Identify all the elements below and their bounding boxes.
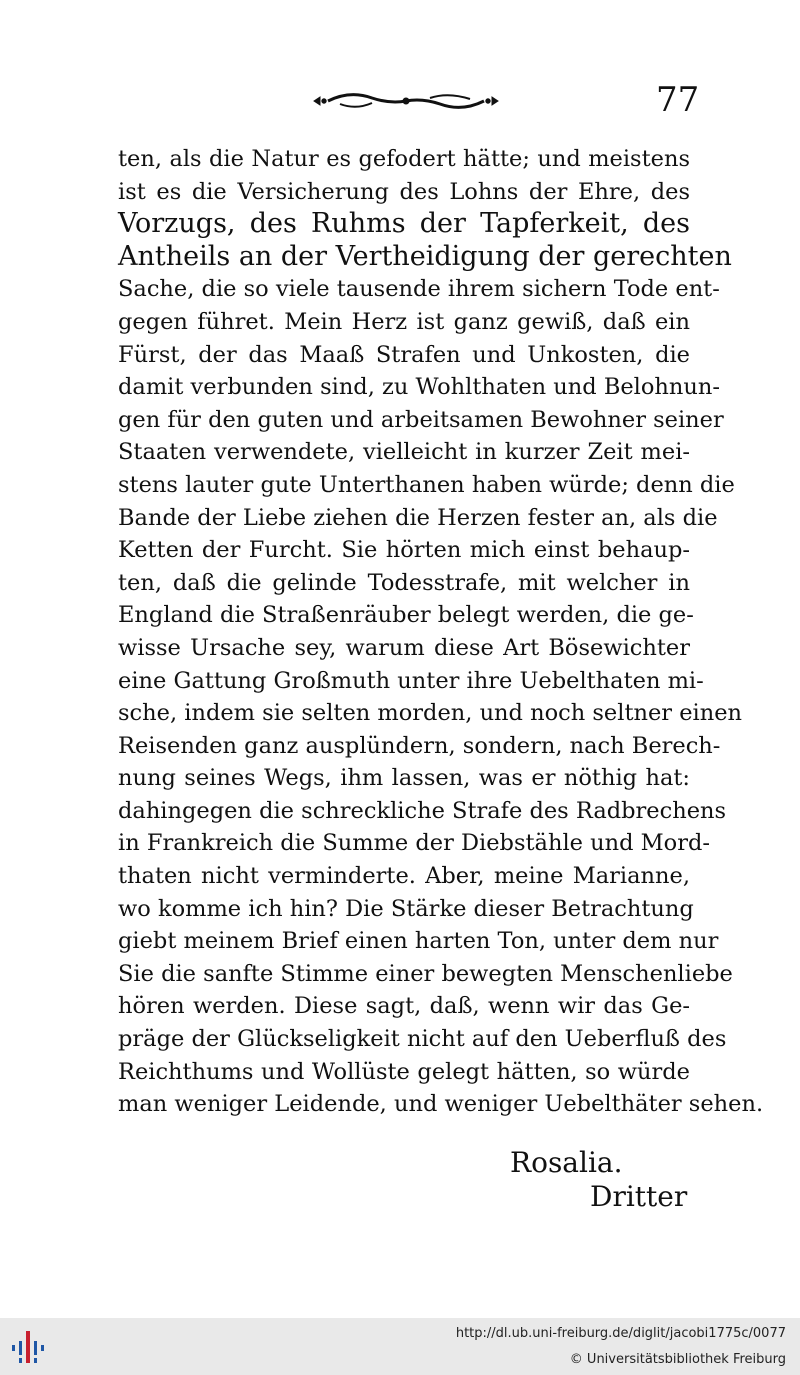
text-line: Reisenden ganz ausplündern, sondern, nach Berech- [118,732,721,759]
text-line: eine Gattung Großmuth unter ihre Uebelthaten mi- [118,667,704,694]
catchword: Dritter [590,1180,688,1213]
ornament-vignette [310,86,502,116]
text-line: nung seines Wegs, ihm lassen, was er nöthig hat: [118,765,690,792]
text-line: Fürst, der das Maaß Strafen und Unkosten, die [118,341,690,368]
text-line: gen für den guten und arbeitsamen Bewohner seiner [118,406,724,433]
text-line: in Frankreich die Summe der Diebstähle und Mord- [118,830,710,857]
page-number: 77 [656,80,700,120]
text-line: wo komme ich hin? Die Stärke dieser Betrachtung [118,895,694,922]
text-line: Reichthums und Wollüste gelegt hätten, so würde [118,1058,690,1085]
page-header [0,80,800,134]
text-line: sche, indem sie selten morden, und noch seltner einen [118,700,743,727]
text-line: Ketten der Furcht. Sie hörten mich einst behaup- [118,537,690,564]
copyright-notice: © Universitätsbibliothek Freiburg [569,1352,786,1367]
text-line: Vorzugs, des Ruhms der Tapferkeit, des [118,208,690,240]
text-line: man weniger Leidende, und weniger Uebelthäter sehen. [118,1091,764,1118]
body-text [118,143,764,1121]
text-line: ten, daß die gelinde Todesstrafe, mit welcher in [118,569,690,596]
text-line: ten, als die Natur es gefodert hätte; und meistens [118,146,690,172]
text-line: wisse Ursache sey, warum diese Art Bösewichter [118,634,690,661]
library-logo-icon [10,1327,54,1367]
text-line: Sie die sanfte Stimme einer bewegten Menschenliebe [118,960,733,987]
text-line: Antheils an der Vertheidigung der gerechten [118,240,732,272]
text-line: stens lauter gute Unterthanen haben würde; denn die [118,471,735,498]
text-line: giebt meinem Brief einen harten Ton, unter dem nur [118,928,719,955]
text-line: ist es die Versicherung des Lohns der Ehre, des [118,178,690,205]
text-line: Sache, die so viele tausende ihrem sichern Tode ent- [118,276,720,303]
text-line: thaten nicht verminderte. Aber, meine Marianne, [118,863,690,890]
signature: Rosalia. [510,1146,623,1179]
text-line: Bande der Liebe ziehen die Herzen fester an, als die [118,504,718,531]
text-line: präge der Glückseligkeit nicht auf den Ueberfluß des [118,1026,727,1053]
text-line: hören werden. Diese sagt, daß, wenn wir das Ge- [118,993,690,1020]
text-line: gegen führet. Mein Herz ist ganz gewiß, daß ein [118,308,690,335]
permalink-url[interactable]: http://dl.ub.uni-freiburg.de/diglit/jacobi1775c/0077 [455,1326,786,1341]
text-line: Staaten verwendete, vielleicht in kurzer Zeit mei- [118,439,690,466]
text-line: dahingegen die schreckliche Strafe des Radbrechens [118,797,727,824]
text-line: England die Straßenräuber belegt werden, die ge- [118,602,694,629]
viewer-footer [0,1318,800,1375]
text-line: damit verbunden sind, zu Wohlthaten und Belohnun- [118,374,720,401]
